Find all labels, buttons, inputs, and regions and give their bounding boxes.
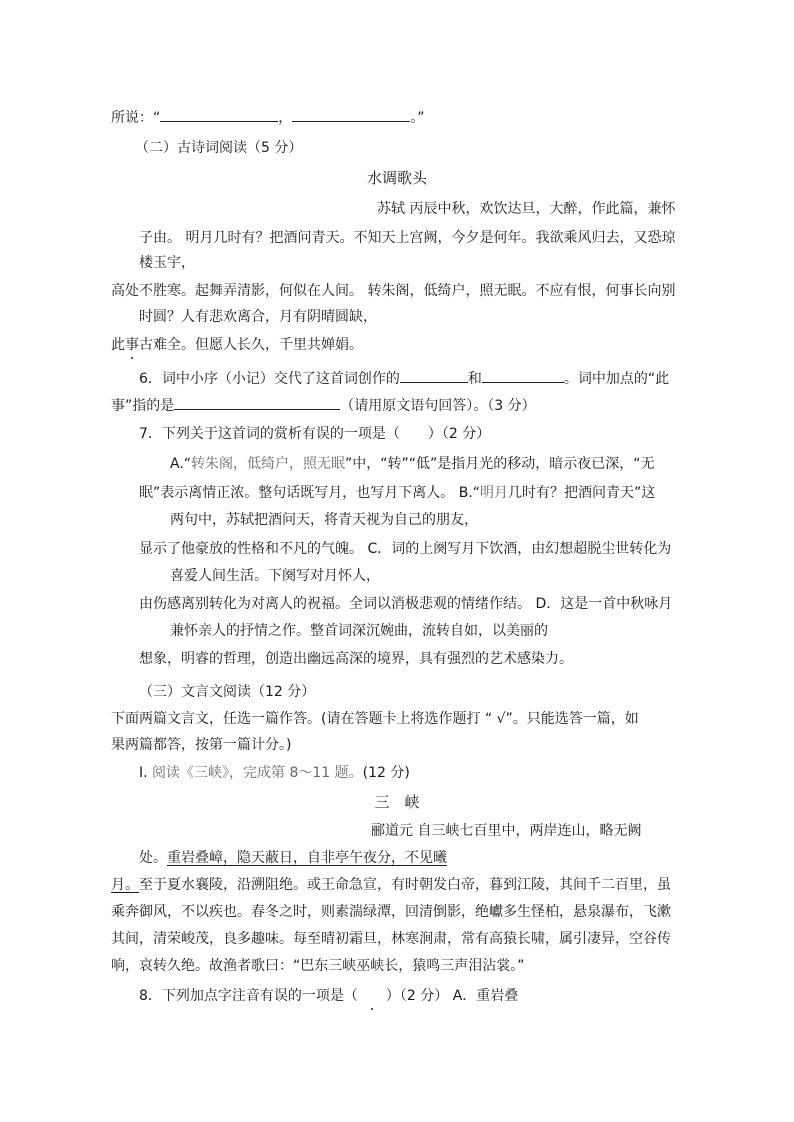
text-fragment: 古难全。但愿人长久，千里共婵娟。 xyxy=(139,337,363,353)
text-fragment: ）（2 分） A．重岩叠 xyxy=(385,988,519,1004)
part-heading xyxy=(139,763,410,783)
answer-blank[interactable] xyxy=(292,107,410,122)
question-8-stem xyxy=(139,986,518,1006)
text-fragment: 阅读《三峡》，完成第 8～11 题。 xyxy=(152,765,363,781)
passage-line: 郦道元 自三峡七百里中，两岸连山，略无阙 xyxy=(371,823,642,839)
text-fragment: A.“ xyxy=(170,456,192,472)
answer-blank[interactable] xyxy=(400,368,468,383)
poem-line: 时圆？人有悲欢离合，月有阴晴圆缺， xyxy=(139,309,377,325)
poem-line xyxy=(111,335,363,355)
option-text: 显示了他豪放的性格和不凡的气魄。 C．词的上阕写月下饮酒，由幻想超脱尘世转化为 xyxy=(139,541,672,557)
text-fragment: Ⅰ. xyxy=(139,765,153,781)
text-fragment: 处。 xyxy=(139,850,167,866)
poem-line: 高处不胜寒。起舞弄清影，何似在人间。 转朱阁，低绮户，照无眠。不应有恨，何事长向别 xyxy=(111,283,676,299)
text-fragment: 眠”表示离情正浓。整句话既写月，也写月下离人。 B.“ xyxy=(139,485,481,501)
text-fragment: 8．下列加点字注音有误的一项是（ xyxy=(139,988,358,1004)
text-fragment: 明月 xyxy=(480,485,509,501)
option-text: 兼怀亲人的抒情之作。整首词深沉婉曲，流转自如，以美丽的 xyxy=(170,623,548,639)
text-fragment: 转朱阁，低绮户，照无眠 xyxy=(191,456,346,472)
answer-blank[interactable] xyxy=(482,368,564,383)
text-fragment: 事”指的是 xyxy=(111,398,175,414)
text-fragment: 。” xyxy=(410,110,425,126)
passage-line: 其间，清荣峻茂，良多趣味。每至晴初霜旦，林寒涧肃，常有高猿长啸，属引凄异，空谷传 xyxy=(111,931,671,947)
text-fragment: 。词中加点的“此 xyxy=(563,371,670,387)
instructions-line: 果两篇都答，按第一篇计分。) xyxy=(111,737,292,753)
passage-line: 乘奔御风，不以疾也。春冬之时，则素湍绿潭，回清倒影，绝巘多生怪柏，悬泉瀑布，飞漱 xyxy=(111,904,671,920)
previous-question-tail xyxy=(111,107,425,128)
answer-blank[interactable] xyxy=(174,395,340,410)
passage-line xyxy=(139,848,447,868)
text-fragment: ， xyxy=(278,110,293,126)
option-text: 喜爱人间生活。下阕写对月怀人， xyxy=(170,568,380,584)
text-fragment: ”中，“转”“低”是指月光的移动，暗示夜已深，“无 xyxy=(345,456,655,472)
poem-line: 苏轼 丙辰中秋，欢饮达旦，大醉，作此篇，兼怀 xyxy=(377,201,676,217)
text-fragment: (12 分) xyxy=(362,765,410,781)
poem-line: 子由。 明月几时有？把酒问青天。不知天上宫阙，今夕是何年。我欲乘风归去，又恐琼 xyxy=(139,230,676,246)
option-text: 想象，明睿的哲理，创造出幽远高深的境界，具有强烈的艺术感染力。 xyxy=(139,651,573,667)
option-text xyxy=(139,483,655,503)
option-text: 两句中，苏轼把酒问天，将青天视为自己的朋友， xyxy=(170,512,478,528)
dotted-character: 事 xyxy=(125,337,139,353)
question-6-line2 xyxy=(111,395,536,416)
question-7-stem: 7．下列关于这首词的赏析有误的一项是（ ）（2 分） xyxy=(139,426,491,442)
question-6-line1 xyxy=(139,368,669,389)
passage-line xyxy=(111,875,671,895)
instructions-line: 下面两篇文言文，任选一篇作答。(请在答题卡上将选作题打 “ √”。只能选答一篇，如 xyxy=(111,711,639,727)
section-heading-poetry: （二）古诗词阅读（5 分） xyxy=(135,140,303,156)
text-fragment: 6．词中小序（小记）交代了这首词创作的 xyxy=(139,371,400,387)
text-fragment: 所说：“ xyxy=(111,110,161,126)
passage-title: 三 峡 xyxy=(374,793,420,811)
text-fragment: （请用原文语句回答）。（3 分） xyxy=(340,398,536,414)
answer-blank[interactable] xyxy=(160,107,278,122)
text-fragment: 几时有？把酒问青天”这 xyxy=(508,485,656,501)
text-fragment: 和 xyxy=(467,371,482,387)
poem-line: 楼玉宇， xyxy=(139,255,195,271)
poem-title: 水调歌头 xyxy=(366,169,427,187)
answer-space[interactable] xyxy=(358,988,386,1004)
passage-line: 响，哀转久绝。故渔者歌曰：“巴东三峡巫峡长，猿鸣三声泪沾裳。” xyxy=(111,958,525,974)
underlined-sentence: 重岩叠嶂，隐天蔽日，自非亭午夜分，不见曦 xyxy=(167,850,447,866)
text-fragment: 至于夏水襄陵，沿溯阻绝。或王命急宣，有时朝发白帝，暮到江陵，其间千二百里，虽 xyxy=(139,877,671,893)
section-heading-classical: （三）文言文阅读（12 分） xyxy=(139,684,316,700)
text-fragment: 此 xyxy=(111,337,125,353)
option-text xyxy=(170,454,655,474)
underlined-sentence: 月。 xyxy=(111,877,139,893)
option-text: 由伤感离别转化为对离人的祝福。全词以消极悲观的情绪作结。 D．这是一首中秋咏月 xyxy=(139,596,673,612)
